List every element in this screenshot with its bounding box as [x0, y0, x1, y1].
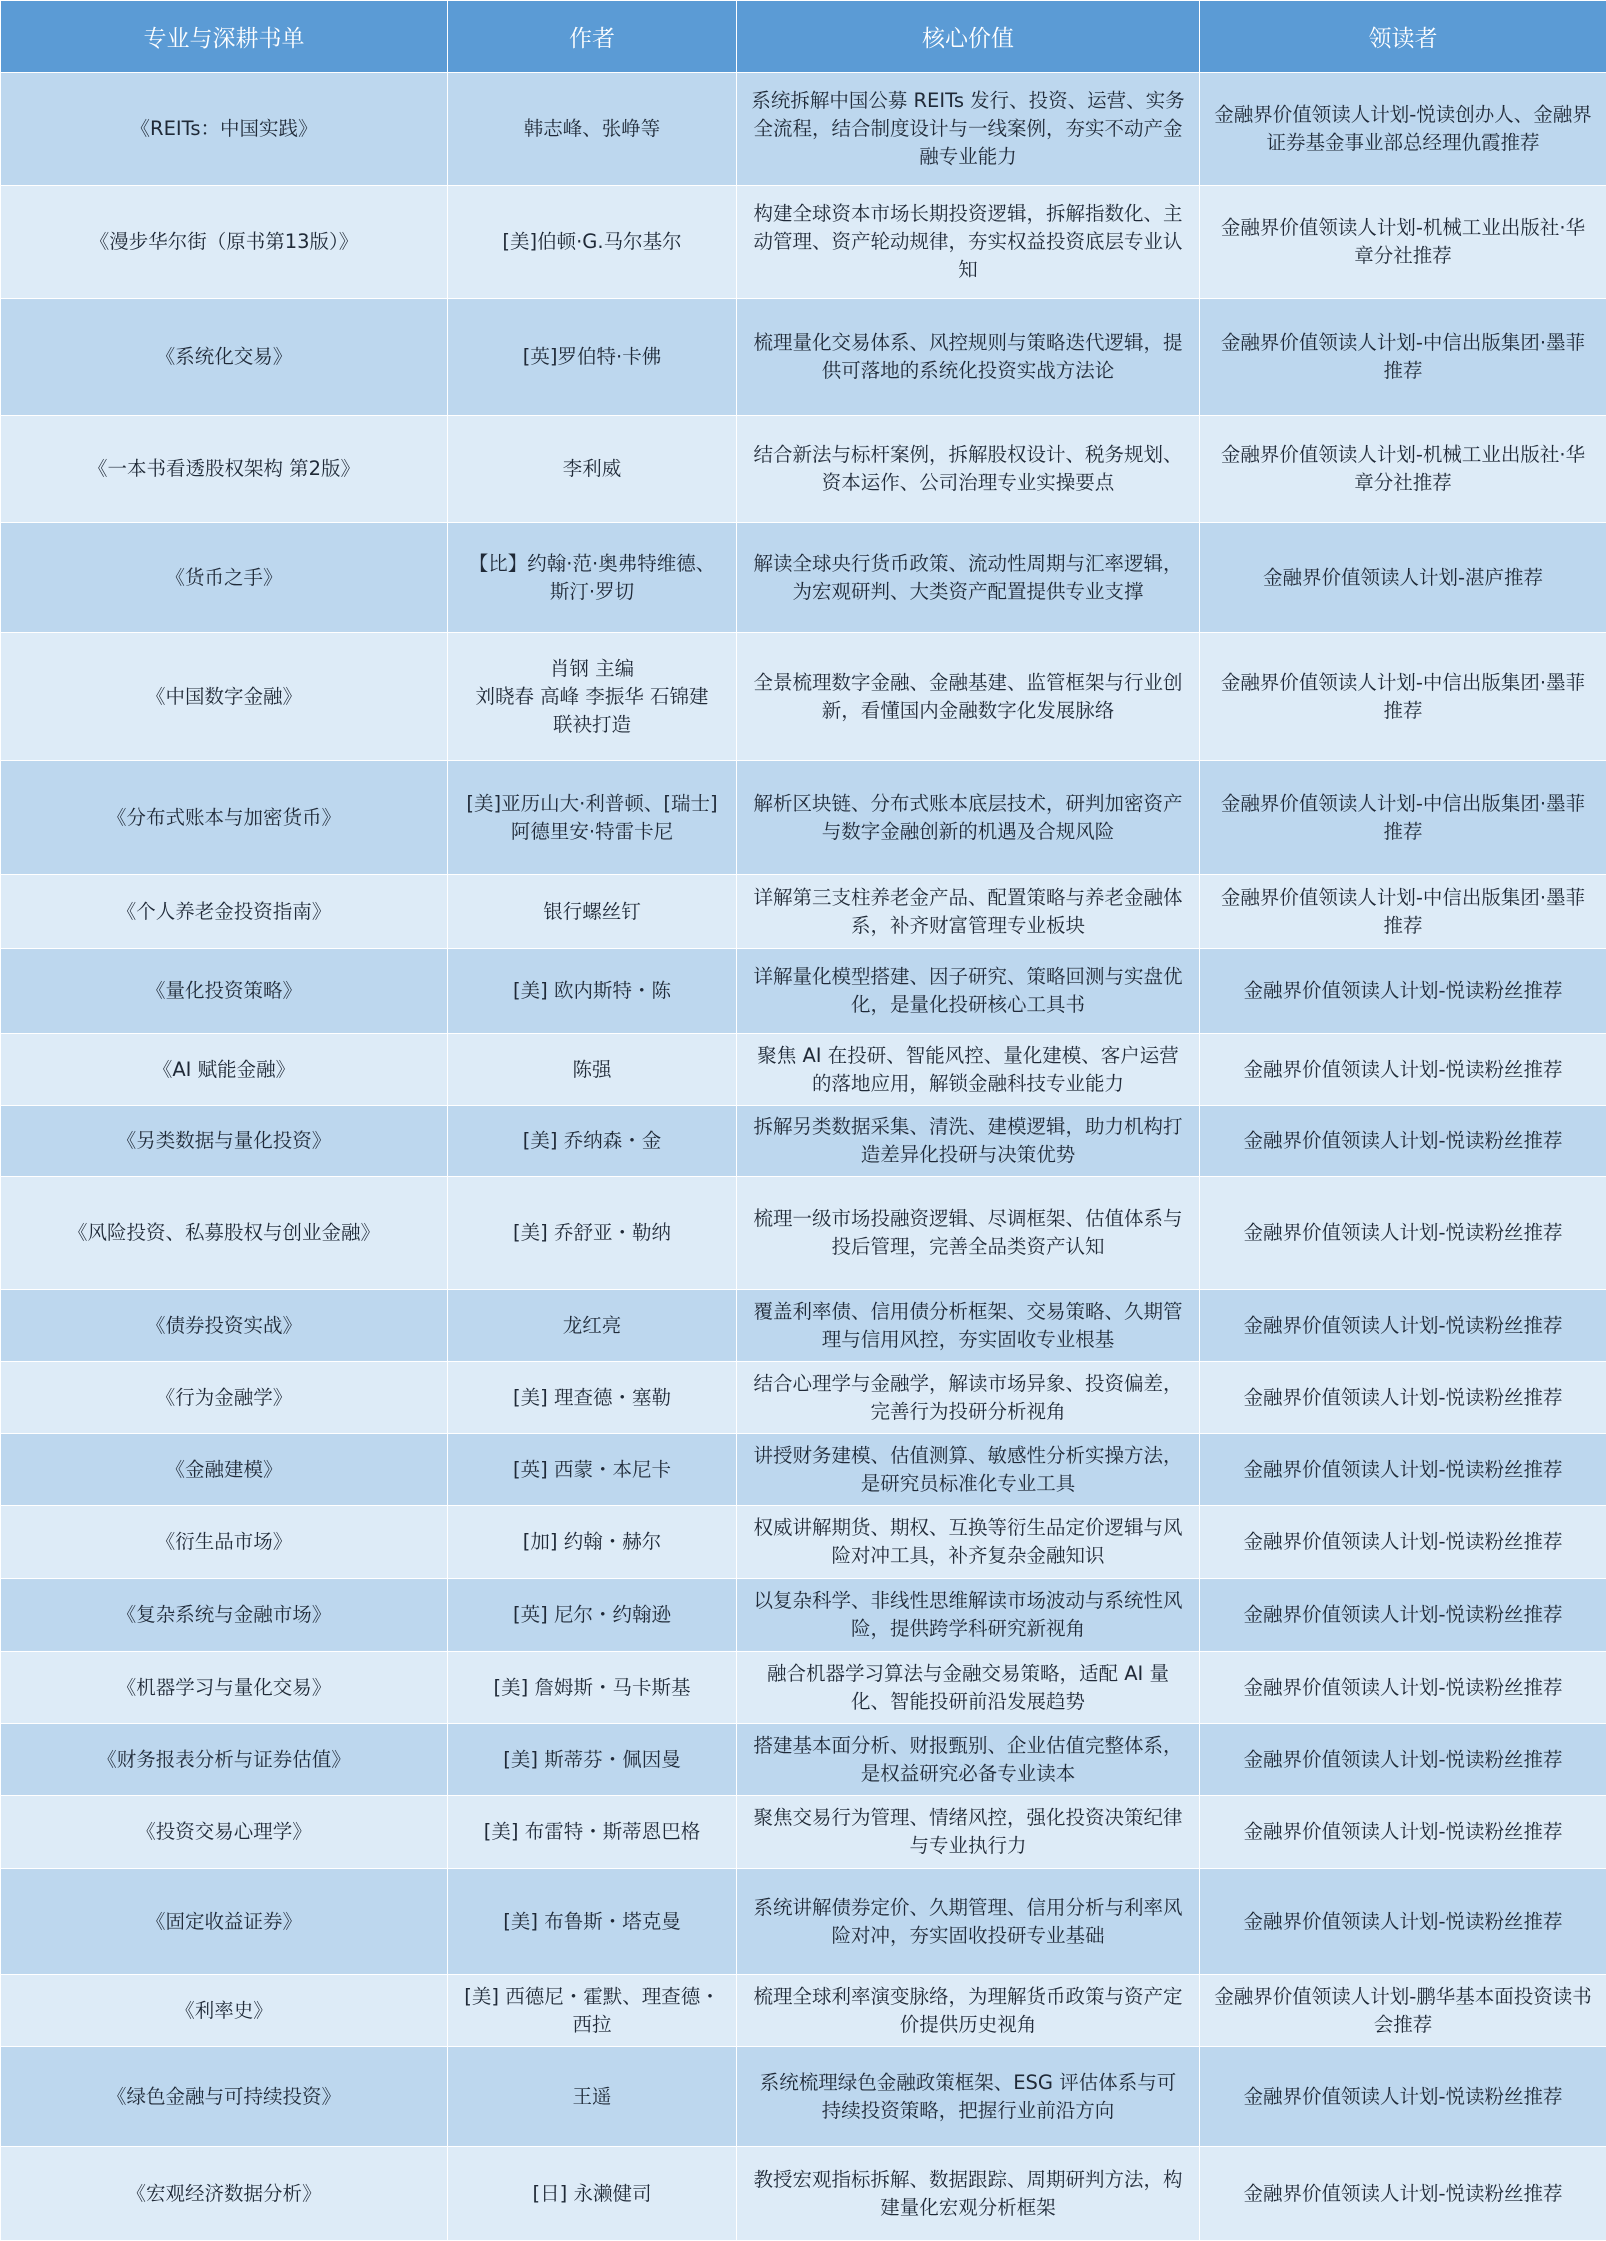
book-cell: 《个人养老金投资指南》 [1, 875, 448, 949]
author-cell: 肖钢 主编 刘晓春 高峰 李振华 石锦建 联袂打造 [448, 633, 737, 761]
reader-cell: 金融界价值领读人计划-中信出版集团·墨菲推荐 [1200, 761, 1606, 875]
book-cell: 《分布式账本与加密货币》 [1, 761, 448, 875]
reader-cell: 金融界价值领读人计划-悦读粉丝推荐 [1200, 1106, 1606, 1177]
table-row [1, 2147, 1606, 2241]
value-cell: 权威讲解期货、期权、互换等衍生品定价逻辑与风险对冲工具，补齐复杂金融知识 [737, 1506, 1200, 1579]
value-cell: 融合机器学习算法与金融交易策略，适配 AI 量化、智能投研前沿发展趋势 [737, 1652, 1200, 1724]
book-cell: 《投资交易心理学》 [1, 1796, 448, 1869]
table-header [1, 1, 1606, 73]
book-cell: 《固定收益证券》 [1, 1869, 448, 1975]
reader-cell: 金融界价值领读人计划-中信出版集团·墨菲推荐 [1200, 633, 1606, 761]
table-row [1, 1975, 1606, 2047]
value-cell: 全景梳理数字金融、金融基建、监管框架与行业创新，看懂国内金融数字化发展脉络 [737, 633, 1200, 761]
author-cell: 韩志峰、张峥等 [448, 73, 737, 186]
value-cell: 覆盖利率债、信用债分析框架、交易策略、久期管理与信用风控，夯实固收专业根基 [737, 1290, 1200, 1362]
reader-cell: 金融界价值领读人计划-悦读粉丝推荐 [1200, 1362, 1606, 1434]
value-cell: 结合心理学与金融学，解读市场异象、投资偏差，完善行为投研分析视角 [737, 1362, 1200, 1434]
author-cell: [美] 布鲁斯・塔克曼 [448, 1869, 737, 1975]
reader-cell: 金融界价值领读人计划-悦读粉丝推荐 [1200, 1724, 1606, 1796]
author-cell: [日] 永濑健司 [448, 2147, 737, 2241]
author-cell: [英]罗伯特·卡佛 [448, 299, 737, 416]
value-cell: 聚焦 AI 在投研、智能风控、量化建模、客户运营的落地应用，解锁金融科技专业能力 [737, 1034, 1200, 1106]
table-row [1, 1579, 1606, 1652]
table-row [1, 1506, 1606, 1579]
reader-cell: 金融界价值领读人计划-悦读粉丝推荐 [1200, 1290, 1606, 1362]
header-book: 专业与深耕书单 [1, 1, 448, 73]
reader-cell: 金融界价值领读人计划-悦读粉丝推荐 [1200, 2147, 1606, 2241]
reader-cell: 金融界价值领读人计划-悦读粉丝推荐 [1200, 2047, 1606, 2147]
value-cell: 系统讲解债券定价、久期管理、信用分析与利率风险对冲，夯实固收投研专业基础 [737, 1869, 1200, 1975]
table-row [1, 1869, 1606, 1975]
book-cell: 《中国数字金融》 [1, 633, 448, 761]
header-value: 核心价值 [737, 1, 1200, 73]
table-row [1, 1034, 1606, 1106]
table-row [1, 633, 1606, 761]
book-cell: 《货币之手》 [1, 523, 448, 633]
reader-cell: 金融界价值领读人计划-悦读粉丝推荐 [1200, 1434, 1606, 1506]
author-cell: [美] 西德尼・霍默、理查德・西拉 [448, 1975, 737, 2047]
table-row [1, 1724, 1606, 1796]
reader-cell: 金融界价值领读人计划-湛庐推荐 [1200, 523, 1606, 633]
value-cell: 系统梳理绿色金融政策框架、ESG 评估体系与可持续投资策略，把握行业前沿方向 [737, 2047, 1200, 2147]
author-cell: [英] 尼尔・约翰逊 [448, 1579, 737, 1652]
book-cell: 《利率史》 [1, 1975, 448, 2047]
table-row [1, 949, 1606, 1034]
author-cell: [美] 布雷特・斯蒂恩巴格 [448, 1796, 737, 1869]
value-cell: 教授宏观指标拆解、数据跟踪、周期研判方法，构建量化宏观分析框架 [737, 2147, 1200, 2241]
reader-cell: 金融界价值领读人计划-悦读粉丝推荐 [1200, 1506, 1606, 1579]
value-cell: 梳理全球利率演变脉络，为理解货币政策与资产定价提供历史视角 [737, 1975, 1200, 2047]
table-row [1, 761, 1606, 875]
header-reader: 领读者 [1200, 1, 1606, 73]
table-body [1, 73, 1606, 2241]
author-cell: [美]伯顿·G.马尔基尔 [448, 186, 737, 299]
table-row [1, 186, 1606, 299]
header-row [1, 1, 1606, 73]
book-cell: 《绿色金融与可持续投资》 [1, 2047, 448, 2147]
reader-cell: 金融界价值领读人计划-悦读粉丝推荐 [1200, 1652, 1606, 1724]
book-cell: 《行为金融学》 [1, 1362, 448, 1434]
value-cell: 拆解另类数据采集、清洗、建模逻辑，助力机构打造差异化投研与决策优势 [737, 1106, 1200, 1177]
book-cell: 《风险投资、私募股权与创业金融》 [1, 1177, 448, 1290]
table-row [1, 2047, 1606, 2147]
value-cell: 解析区块链、分布式账本底层技术，研判加密资产与数字金融创新的机遇及合规风险 [737, 761, 1200, 875]
table-row [1, 416, 1606, 523]
header-author: 作者 [448, 1, 737, 73]
author-cell: 【比】约翰·范·奥弗特维德、斯汀·罗切 [448, 523, 737, 633]
book-cell: 《另类数据与量化投资》 [1, 1106, 448, 1177]
reader-cell: 金融界价值领读人计划-机械工业出版社·华章分社推荐 [1200, 186, 1606, 299]
book-cell: 《财务报表分析与证券估值》 [1, 1724, 448, 1796]
author-cell: 王遥 [448, 2047, 737, 2147]
table-row [1, 523, 1606, 633]
value-cell: 以复杂科学、非线性思维解读市场波动与系统性风险，提供跨学科研究新视角 [737, 1579, 1200, 1652]
table-row [1, 299, 1606, 416]
table-row [1, 1362, 1606, 1434]
author-cell: [美] 理查德・塞勒 [448, 1362, 737, 1434]
reader-cell: 金融界价值领读人计划-机械工业出版社·华章分社推荐 [1200, 416, 1606, 523]
reader-cell: 金融界价值领读人计划-悦读粉丝推荐 [1200, 1579, 1606, 1652]
reader-cell: 金融界价值领读人计划-鹏华基本面投资读书会推荐 [1200, 1975, 1606, 2047]
value-cell: 梳理量化交易体系、风控规则与策略迭代逻辑，提供可落地的系统化投资实战方法论 [737, 299, 1200, 416]
book-cell: 《债券投资实战》 [1, 1290, 448, 1362]
author-cell: [英] 西蒙・本尼卡 [448, 1434, 737, 1506]
value-cell: 梳理一级市场投融资逻辑、尽调框架、估值体系与投后管理，完善全品类资产认知 [737, 1177, 1200, 1290]
author-cell: [美]亚历山大·利普顿、[瑞士]阿德里安·特雷卡尼 [448, 761, 737, 875]
book-cell: 《量化投资策略》 [1, 949, 448, 1034]
book-cell: 《漫步华尔街（原书第13版）》 [1, 186, 448, 299]
value-cell: 聚焦交易行为管理、情绪风控，强化投资决策纪律与专业执行力 [737, 1796, 1200, 1869]
table-row [1, 1106, 1606, 1177]
reader-cell: 金融界价值领读人计划-悦读创办人、金融界证券基金事业部总经理仇霞推荐 [1200, 73, 1606, 186]
book-cell: 《衍生品市场》 [1, 1506, 448, 1579]
author-cell: [美] 斯蒂芬・佩因曼 [448, 1724, 737, 1796]
table-row [1, 73, 1606, 186]
book-cell: 《机器学习与量化交易》 [1, 1652, 448, 1724]
table-row [1, 1290, 1606, 1362]
author-cell: 龙红亮 [448, 1290, 737, 1362]
book-cell: 《AI 赋能金融》 [1, 1034, 448, 1106]
value-cell: 构建全球资本市场长期投资逻辑，拆解指数化、主动管理、资产轮动规律，夯实权益投资底层专业认知 [737, 186, 1200, 299]
reader-cell: 金融界价值领读人计划-中信出版集团·墨菲推荐 [1200, 299, 1606, 416]
value-cell: 详解量化模型搭建、因子研究、策略回测与实盘优化，是量化投研核心工具书 [737, 949, 1200, 1034]
reader-cell: 金融界价值领读人计划-悦读粉丝推荐 [1200, 949, 1606, 1034]
book-cell: 《REITs：中国实践》 [1, 73, 448, 186]
value-cell: 解读全球央行货币政策、流动性周期与汇率逻辑，为宏观研判、大类资产配置提供专业支撑 [737, 523, 1200, 633]
author-cell: [美] 乔纳森・金 [448, 1106, 737, 1177]
value-cell: 系统拆解中国公募 REITs 发行、投资、运营、实务全流程，结合制度设计与一线案例，夯实不动产金融专业能力 [737, 73, 1200, 186]
table-row [1, 875, 1606, 949]
author-cell: [美] 乔舒亚・勒纳 [448, 1177, 737, 1290]
reader-cell: 金融界价值领读人计划-中信出版集团·墨菲推荐 [1200, 875, 1606, 949]
book-cell: 《复杂系统与金融市场》 [1, 1579, 448, 1652]
author-cell: 银行螺丝钉 [448, 875, 737, 949]
author-cell: [加] 约翰・赫尔 [448, 1506, 737, 1579]
reader-cell: 金融界价值领读人计划-悦读粉丝推荐 [1200, 1177, 1606, 1290]
value-cell: 结合新法与标杆案例，拆解股权设计、税务规划、资本运作、公司治理专业实操要点 [737, 416, 1200, 523]
book-cell: 《一本书看透股权架构 第2版》 [1, 416, 448, 523]
author-cell: 李利威 [448, 416, 737, 523]
book-cell: 《系统化交易》 [1, 299, 448, 416]
table-row [1, 1652, 1606, 1724]
table-row [1, 1434, 1606, 1506]
author-cell: 陈强 [448, 1034, 737, 1106]
table-row [1, 1177, 1606, 1290]
book-cell: 《金融建模》 [1, 1434, 448, 1506]
reader-cell: 金融界价值领读人计划-悦读粉丝推荐 [1200, 1034, 1606, 1106]
value-cell: 详解第三支柱养老金产品、配置策略与养老金融体系，补齐财富管理专业板块 [737, 875, 1200, 949]
table-row [1, 1796, 1606, 1869]
reader-cell: 金融界价值领读人计划-悦读粉丝推荐 [1200, 1869, 1606, 1975]
author-cell: [美] 詹姆斯・马卡斯基 [448, 1652, 737, 1724]
reader-cell: 金融界价值领读人计划-悦读粉丝推荐 [1200, 1796, 1606, 1869]
value-cell: 讲授财务建模、估值测算、敏感性分析实操方法，是研究员标准化专业工具 [737, 1434, 1200, 1506]
author-cell: [美] 欧内斯特・陈 [448, 949, 737, 1034]
value-cell: 搭建基本面分析、财报甄别、企业估值完整体系，是权益研究必备专业读本 [737, 1724, 1200, 1796]
book-cell: 《宏观经济数据分析》 [1, 2147, 448, 2241]
